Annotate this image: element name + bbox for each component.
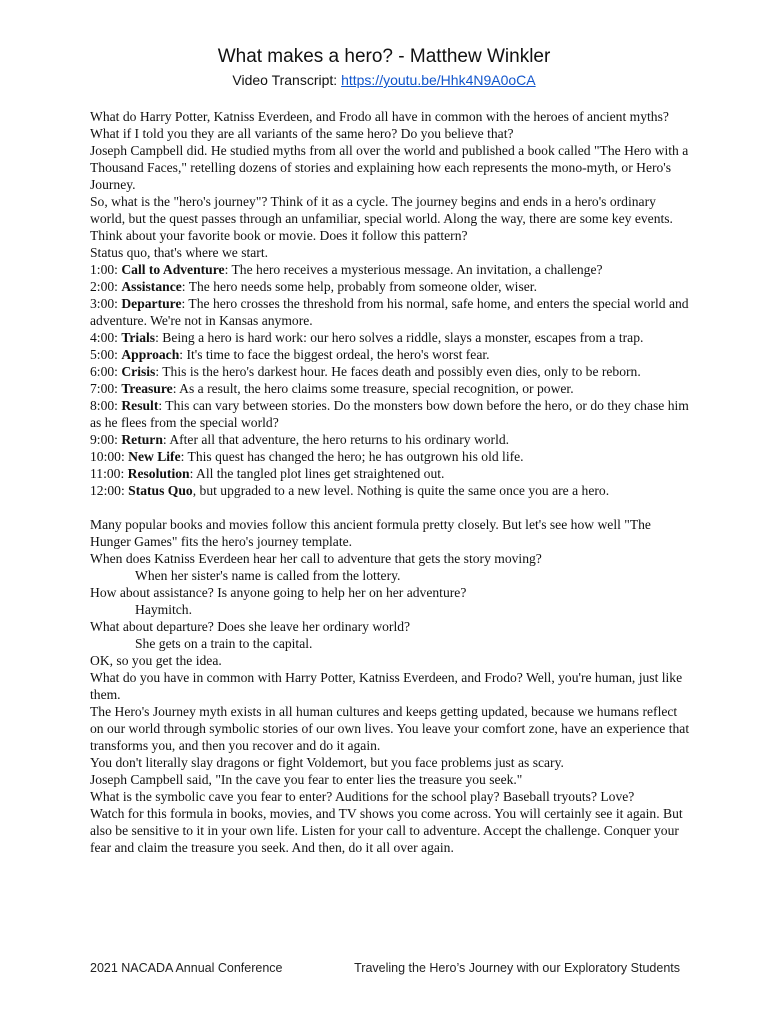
stage-line <box>90 431 690 448</box>
stage-time: 7:00: <box>90 381 122 396</box>
stage-name: Assistance <box>121 279 182 294</box>
stage-time: 10:00: <box>90 449 129 464</box>
question: What about departure? Does she leave her ordinary world? <box>90 619 411 634</box>
stage-line <box>90 380 690 397</box>
subtitle-label: Video Transcript: <box>232 72 342 88</box>
paragraph: Many popular books and movies follow this ancient formula pretty closely. But let's see how well "The Hunger Games" fits the hero's journey template. <box>90 517 651 549</box>
stage-name: Status Quo <box>128 483 193 498</box>
stage-text: : The hero receives a mysterious message. An invitation, a challenge? <box>224 262 603 277</box>
stage-text: : This is the hero's darkest hour. He faces death and possibly even dies, only to be reborn. <box>155 364 641 379</box>
stage-line <box>90 278 690 295</box>
title-main: What makes a hero? <box>217 46 393 67</box>
stage-text: : The hero crosses the threshold from his normal, safe home, and enters the special world and adventure. We're not in Kansas anymore. <box>90 296 689 328</box>
stage-text: : All the tangled plot lines get straightened out. <box>189 466 445 481</box>
stage-name: Trials <box>121 330 156 345</box>
stage-line <box>90 363 690 380</box>
stage-text: : As a result, the hero claims some treasure, special recognition, or power. <box>172 381 574 396</box>
stage-line <box>90 448 690 465</box>
stage-name: Return <box>121 432 163 447</box>
stage-line <box>90 261 690 278</box>
stage-text: : It's time to face the biggest ordeal, the hero's worst fear. <box>179 347 490 362</box>
document-header <box>0 44 768 89</box>
stage-time: 8:00: <box>90 398 122 413</box>
stage-name: Crisis <box>121 364 156 379</box>
stage-line <box>90 329 690 346</box>
title-author: Matthew Winkler <box>409 46 551 67</box>
footer-conference: 2021 NACADA Annual Conference <box>90 961 283 975</box>
stage-time: 9:00: <box>90 432 122 447</box>
video-link[interactable]: https://youtu.be/Hhk4N9A0oCA <box>341 72 536 88</box>
title-separator: - <box>393 46 410 67</box>
stage-line <box>90 295 690 329</box>
transcript-body <box>90 108 690 856</box>
stage-line <box>90 346 690 363</box>
question: How about assistance? Is anyone going to help her on her adventure? <box>90 585 467 600</box>
subtitle <box>0 71 768 89</box>
stage-name: Result <box>121 398 159 413</box>
stage-name: Approach <box>121 347 180 362</box>
paragraph: The Hero's Journey myth exists in all human cultures and keeps getting updated, because we humans reflect on our world through symbolic stories of our own lives. You leave your comfort zone, have an experience that transforms you, and then you recover and do it again. <box>90 704 690 753</box>
stage-name: Resolution <box>127 466 190 481</box>
stage-time: 4:00: <box>90 330 122 345</box>
stage-time: 6:00: <box>90 364 122 379</box>
paragraph: What if I told you they are all variants of the same hero? Do you believe that? <box>90 126 514 141</box>
paragraph: So, what is the "hero's journey"? Think of it as a cycle. The journey begins and ends in a hero's ordinary world, but the quest passes through an unfamiliar, special world. Along the way, there are some key events. <box>90 194 673 226</box>
paragraph: Watch for this formula in books, movies, and TV shows you come across. You will certainly see it again. But also be sensitive to it in your own life. Listen for your call to adventure. Accept the challenge. Conquer your fear and claim the treasure you seek. And then, do it all over again. <box>90 806 683 855</box>
stage-time: 2:00: <box>90 279 122 294</box>
stage-text: : This can vary between stories. Do the monsters bow down before the hero, or do they chase him as he flees from the special world? <box>90 398 689 430</box>
stage-line <box>90 465 690 482</box>
paragraph: You don't literally slay dragons or fight Voldemort, but you face problems just as scary. <box>90 755 564 770</box>
stage-time: 3:00: <box>90 296 122 311</box>
stage-name: New Life <box>128 449 181 464</box>
stage-text: : After all that adventure, the hero returns to his ordinary world. <box>162 432 510 447</box>
stage-time: 12:00: <box>90 483 129 498</box>
paragraph: Think about your favorite book or movie. Does it follow this pattern? <box>90 228 468 243</box>
stage-text: : The hero needs some help, probably from someone older, wiser. <box>181 279 537 294</box>
answer: She gets on a train to the capital. <box>135 636 313 651</box>
stage-time: 11:00: <box>90 466 128 481</box>
stage-name: Call to Adventure <box>121 262 225 277</box>
paragraph: Joseph Campbell said, "In the cave you fear to enter lies the treasure you seek." <box>90 772 523 787</box>
question: When does Katniss Everdeen hear her call to adventure that gets the story moving? <box>90 551 542 566</box>
stage-line <box>90 482 690 499</box>
footer-session-title: Traveling the Hero’s Journey with our Exploratory Students <box>354 961 680 975</box>
stage-name: Departure <box>121 296 182 311</box>
page-title <box>0 44 768 70</box>
paragraph: What do Harry Potter, Katniss Everdeen, and Frodo all have in common with the heroes of ancient myths? <box>90 109 669 124</box>
paragraph: OK, so you get the idea. <box>90 653 222 668</box>
stage-line <box>90 397 690 431</box>
answer: When her sister's name is called from the lottery. <box>135 568 401 583</box>
paragraph: What do you have in common with Harry Potter, Katniss Everdeen, and Frodo? Well, you're human, just like them. <box>90 670 683 702</box>
stage-text: : This quest has changed the hero; he has outgrown his old life. <box>180 449 524 464</box>
stage-time: 5:00: <box>90 347 122 362</box>
answer: Haymitch. <box>135 602 193 617</box>
stage-name: Treasure <box>121 381 173 396</box>
paragraph: Status quo, that's where we start. <box>90 245 268 260</box>
paragraph: Joseph Campbell did. He studied myths from all over the world and published a book called "The Hero with a Thousand Faces," retelling dozens of stories and explaining how each represents the mono-myth, or Hero's Journey. <box>90 143 689 192</box>
paragraph-spacer <box>90 499 690 516</box>
stage-text: , but upgraded to a new level. Nothing is quite the same once you are a hero. <box>192 483 610 498</box>
stage-text: : Being a hero is hard work: our hero solves a riddle, slays a monster, escapes from a trap. <box>155 330 644 345</box>
stage-time: 1:00: <box>90 262 122 277</box>
paragraph: What is the symbolic cave you fear to enter? Auditions for the school play? Baseball tryouts? Love? <box>90 789 635 804</box>
